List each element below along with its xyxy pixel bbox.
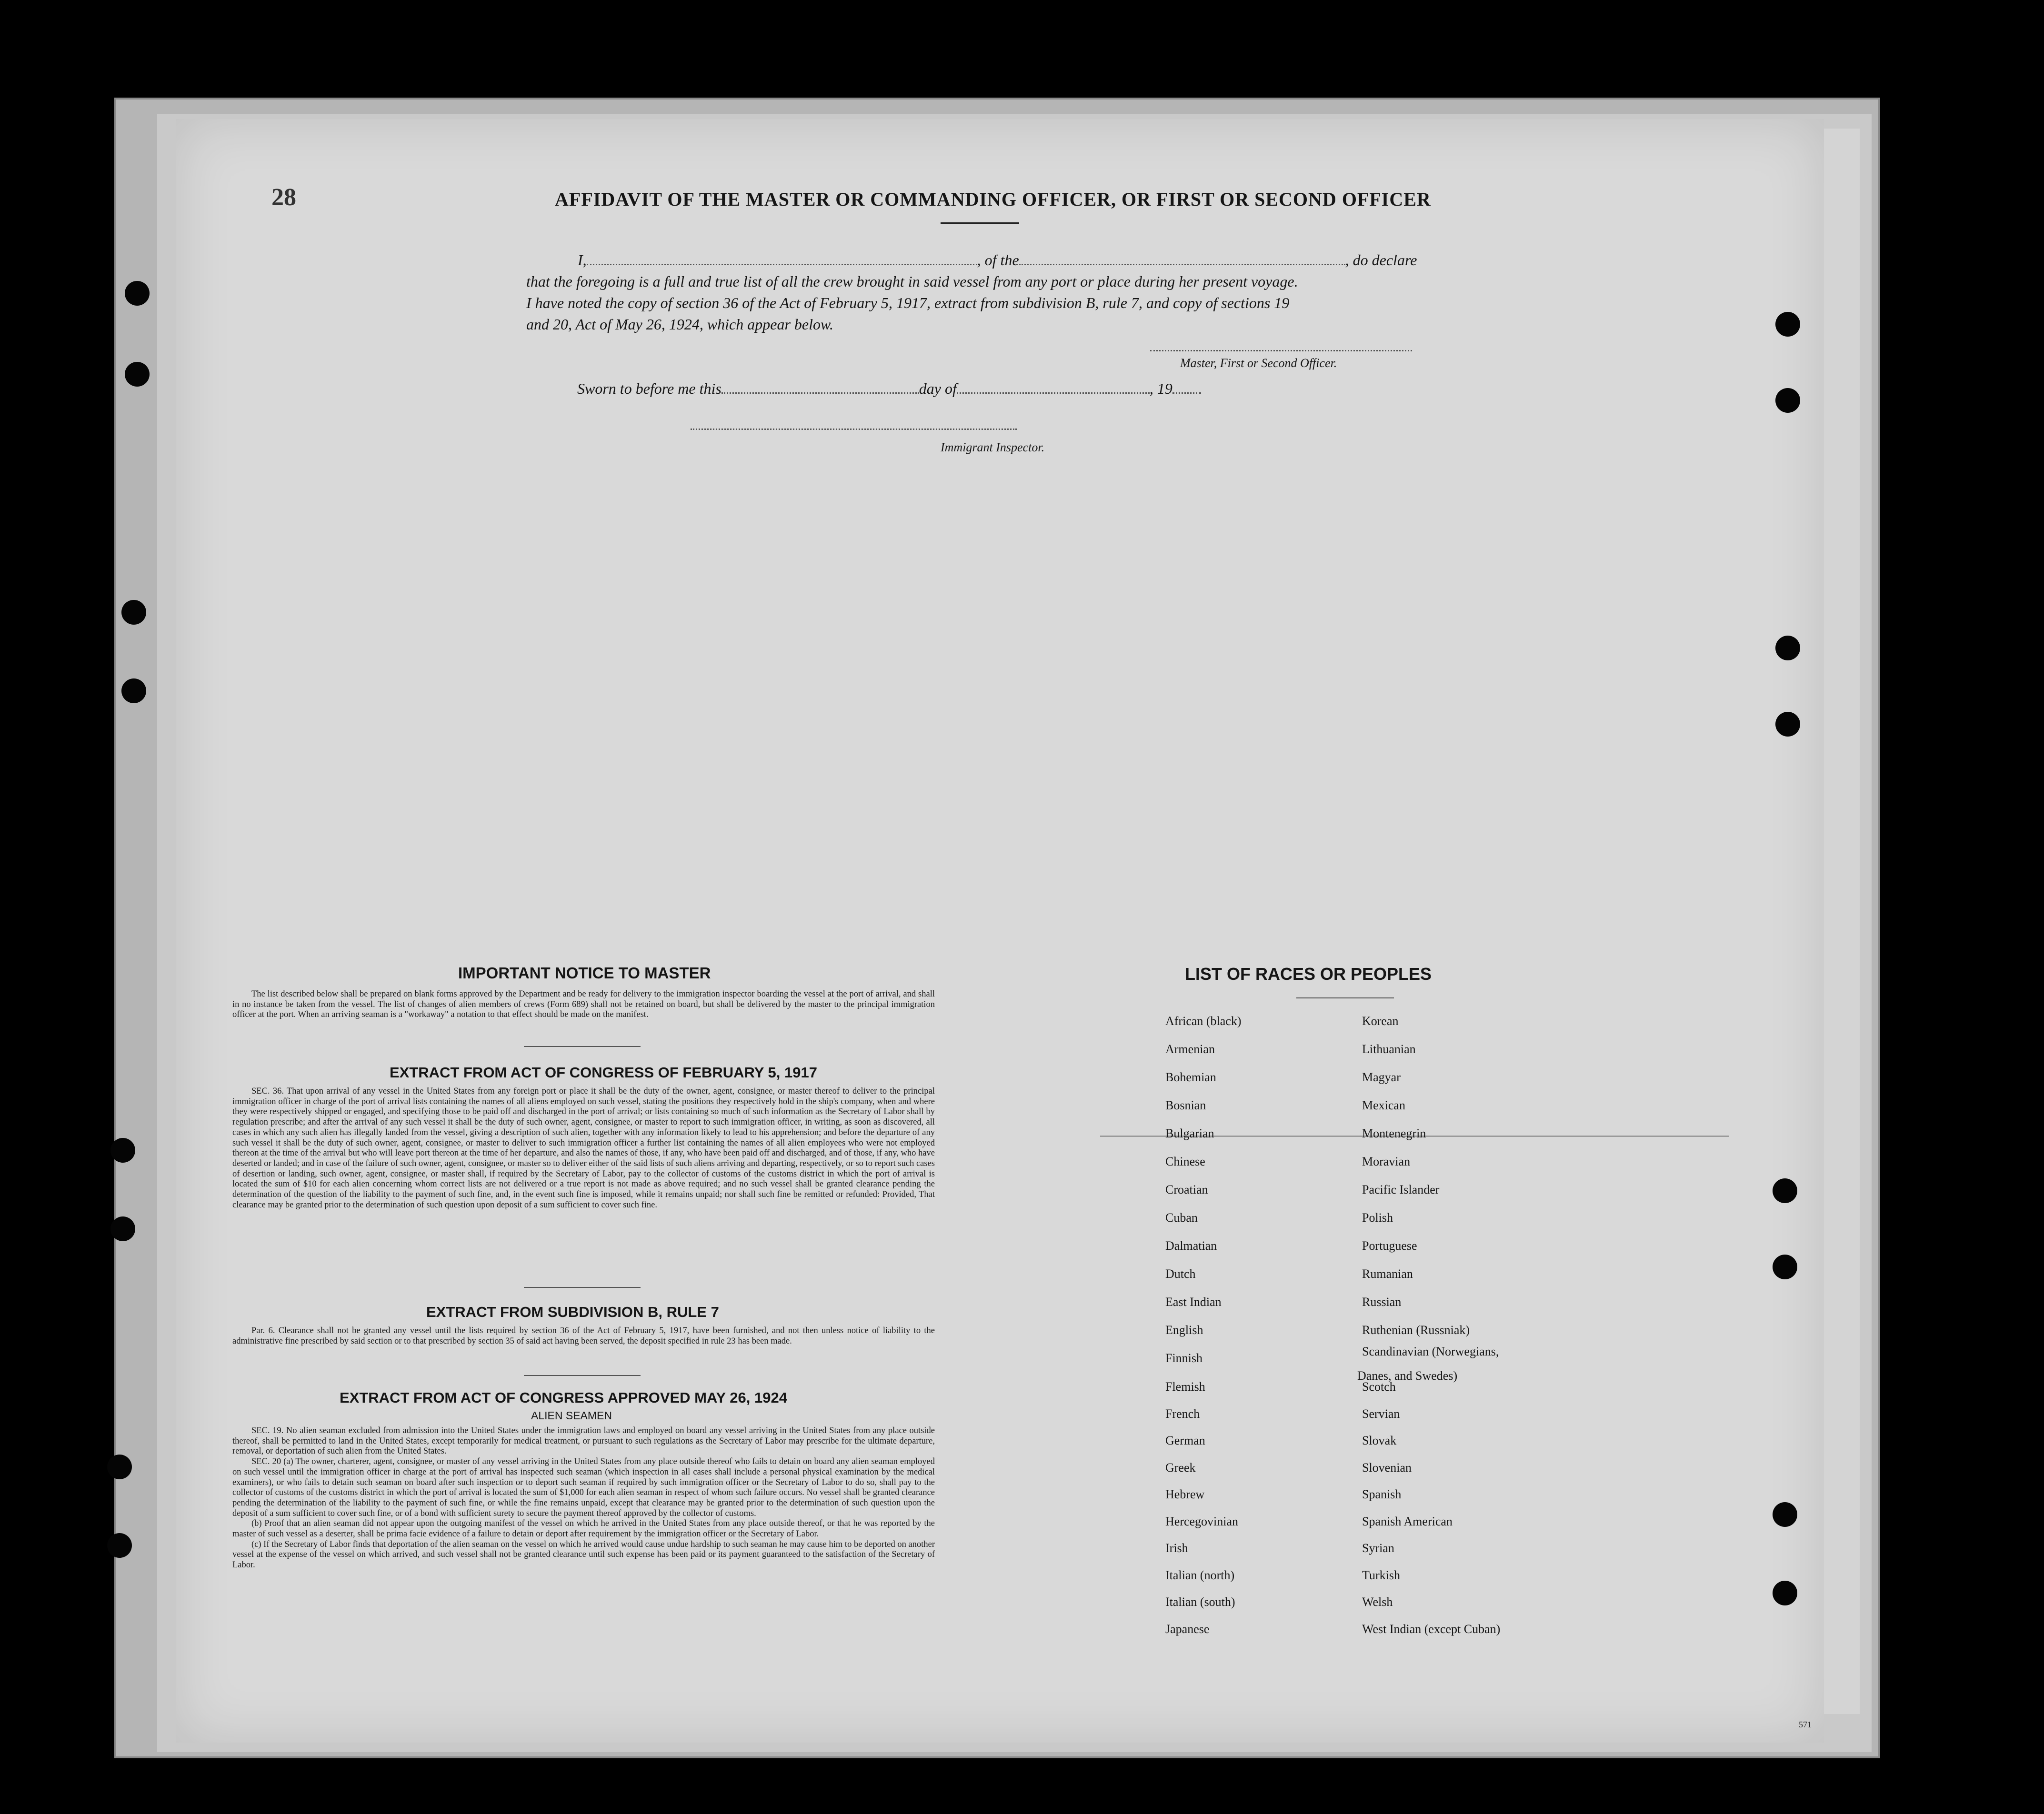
affidavit-line-3: I have noted the copy of section 36 of the Act of February 5, 1917, extract from subdivision B, rule 7, and copy of sections 19 (526, 294, 1290, 311)
form-number: 571 (1799, 1720, 1812, 1729)
section-rule (524, 1046, 641, 1047)
extract-1917-paragraph: SEC. 36. That upon arrival of any vessel in the United States from any foreign port or place it shall be the duty of the owner, agent, consignee, or master thereof to deliver to the principal immigration officer in charge of the port of arrival lists containing the names of all aliens employed on such vessel, stating the positions they respectively hold in the ship's company, when and where they were respectively shipped or engaged, and specifying those to be paid off and discharged in the port of arrival; or lists containing so much of such information as the Secretary of Labor shall by regulation prescribe; and after the arrival of any such vessel it shall be the duty of such owner, agent, consignee, or master to report to such immigration officer, in writing, as soon as discovered, all cases in which any such alien has illegally landed from the vessel, giving a description of such alien, together with any information likely to lead to his apprehension; and before the departure of any such vessel it shall be the duty of such owner, agent, consignee, or master to deliver to such immigration officer a further list containing the names of all alien employees who were not employed thereon at the time of the arrival but who will leave port thereon at the time of her departure, and also the names of those, if any, who have been paid off and discharged, and of those, if any, who have deserted or landed; and in case of the failure of such owner, agent, consignee, or master so to deliver either of the said lists of such aliens arriving and departing, respectively, or so to report such cases of desertion or landing, such owner, agent, consignee, or master shall, if required by the Secretary of Labor, pay to the collector of customs of the customs district in which the port of arrival is located the sum of $10 for each alien concerning whom correct lists are not delivered or a true report is not made as above required; and no such vessel shall be granted clearance pending the determination of the question of the liability to the payment of such fine, and, in the event such fine is imposed, while it remains unpaid; nor shall such fine be remitted or refunded: Provided, That clearance may be granted prior to the determination of such question upon deposit of a sum sufficient to cover such fine. (232, 1086, 935, 1210)
master-signature-line (1150, 350, 1412, 351)
extract-1924-text (232, 1426, 935, 1571)
extract-1917-text (232, 1086, 935, 1210)
sworn-month-blank (957, 383, 1150, 394)
binder-hole (110, 1138, 135, 1163)
affidavit-of-the: , of the (977, 251, 1019, 269)
affidavit-line-4: and 20, Act of May 26, 1924, which appear below. (526, 316, 833, 333)
sec19-paragraph: SEC. 19. No alien seaman excluded from admission into the United States under the immigration laws and employed on board any vessel arriving in the United States from any place outside thereof, shall be permitted to land in the United States, except temporarily for medical treatment, or pursuant to such regulations as the Secretary of Labor may prescribe for the ultimate departure, removal, or deportation of such alien from the United States. (232, 1426, 935, 1456)
binder-hole (1775, 636, 1800, 660)
race-item: Ruthenian (Russniak) (1362, 1323, 1470, 1337)
race-item: Bosnian (1165, 1098, 1206, 1112)
race-item: Slovak (1362, 1434, 1397, 1447)
race-item: Hercegovinian (1165, 1514, 1239, 1528)
sworn-line (577, 380, 1201, 398)
race-item: Bohemian (1165, 1070, 1216, 1084)
vessel-blank (1019, 254, 1345, 265)
race-item: Welsh (1362, 1595, 1393, 1609)
race-item: Korean (1362, 1014, 1399, 1028)
race-item: Polish (1362, 1211, 1393, 1225)
race-item: Italian (north) (1165, 1568, 1235, 1582)
race-item: Flemish (1165, 1380, 1205, 1394)
race-item: Turkish (1362, 1568, 1400, 1582)
race-item: Rumanian (1362, 1267, 1413, 1281)
binder-hole (121, 600, 146, 625)
year-label: , 19 (1149, 380, 1172, 397)
name-blank (587, 254, 977, 265)
race-item: Mexican (1362, 1098, 1405, 1112)
race-item: Cuban (1165, 1211, 1198, 1225)
race-item: Hebrew (1165, 1487, 1205, 1501)
race-item: East Indian (1165, 1295, 1222, 1309)
binder-hole (1773, 1581, 1797, 1605)
sworn-year-blank (1172, 383, 1201, 394)
notice-heading: IMPORTANT NOTICE TO MASTER (458, 964, 711, 982)
title-rule (941, 222, 1019, 224)
binder-hole (1773, 1502, 1797, 1527)
race-item: Armenian (1165, 1042, 1215, 1056)
binder-hole (1775, 312, 1800, 337)
page-title: AFFIDAVIT OF THE MASTER OR COMMANDING OFFICER, OR FIRST OR SECOND OFFICER (555, 189, 1431, 210)
master-caption: Master, First or Second Officer. (1180, 356, 1337, 370)
races-rule (1296, 997, 1394, 998)
race-item: Servian (1362, 1406, 1400, 1421)
race-item: Italian (south) (1165, 1595, 1235, 1609)
extract-1924-heading: EXTRACT FROM ACT OF CONGRESS APPROVED MAY 26, 1924 (340, 1389, 787, 1406)
race-item: Finnish (1165, 1351, 1203, 1365)
race-item: African (black) (1165, 1014, 1242, 1028)
binder-hole (1773, 1255, 1797, 1279)
sec20c-paragraph: (c) If the Secretary of Labor finds that deportation of the alien seaman on the vessel on which he arrived would cause undue hardship to such seaman he may cause him to be deported on another vessel at the expense of the vessel on which arrived, and such vessel shall not be granted clearance until such expense has been paid or its payment guaranteed to the satisfaction of the Secretary of Labor. (232, 1539, 935, 1570)
race-item: Russian (1362, 1295, 1402, 1309)
race-item: Bulgarian (1165, 1126, 1214, 1140)
affidavit-i: I, (578, 251, 587, 269)
sec20b-paragraph: (b) Proof that an alien seaman did not appear upon the outgoing manifest of the vessel on which he arrived in the United States from any place outside thereof, or that he was reported by the master of such vessel as a deserter, shall be prima facie evidence of a failure to detain or deport after requirement by the immigration officer or the Secretary of Labor. (232, 1519, 935, 1539)
race-item: Japanese (1165, 1622, 1210, 1636)
binder-hole (107, 1455, 132, 1479)
inspector-signature-line (691, 429, 1017, 430)
race-item: Syrian (1362, 1541, 1394, 1555)
binder-hole (125, 362, 150, 387)
binder-hole (107, 1533, 132, 1558)
rule7-paragraph: Par. 6. Clearance shall not be granted any vessel until the lists required by section 36 of the Act of February 5, 1917, have been furnished, and not then unless notice of liability to the administrative fine prescribed by said section or to that prescribed by section 35 of said act having been served, the deposit specified in rule 23 has been made. (232, 1326, 935, 1346)
section-rule (524, 1287, 641, 1288)
inspector-caption: Immigrant Inspector. (941, 440, 1045, 454)
binder-hole (121, 678, 146, 703)
race-item: Lithuanian (1362, 1042, 1416, 1056)
race-item: Portuguese (1362, 1239, 1417, 1253)
race-item-continuation: Danes, and Swedes) (1357, 1369, 1458, 1383)
race-item: Pacific Islander (1362, 1183, 1440, 1196)
race-item: Croatian (1165, 1183, 1208, 1196)
race-item: Dalmatian (1165, 1239, 1217, 1253)
binder-hole (1775, 388, 1800, 413)
race-item: West Indian (except Cuban) (1362, 1622, 1501, 1636)
race-item: French (1165, 1406, 1200, 1421)
race-item: English (1165, 1323, 1203, 1337)
sworn-day-blank (721, 383, 919, 394)
races-heading: LIST OF RACES OR PEOPLES (1185, 964, 1432, 984)
rule7-text (232, 1326, 935, 1346)
race-item: Dutch (1165, 1267, 1196, 1281)
race-item: Scotch (1362, 1380, 1396, 1394)
race-item: Magyar (1362, 1070, 1401, 1084)
race-item: Scandinavian (Norwegians, (1362, 1345, 1499, 1358)
race-item: Chinese (1165, 1155, 1205, 1168)
race-item: Irish (1165, 1541, 1188, 1555)
notice-text (232, 989, 935, 1020)
race-item: Slovenian (1362, 1460, 1412, 1475)
rule7-heading: EXTRACT FROM SUBDIVISION B, RULE 7 (426, 1304, 719, 1320)
sworn-label: Sworn to before me this (577, 380, 721, 397)
race-item: German (1165, 1434, 1205, 1447)
affidavit-do-declare: , do declare (1345, 251, 1417, 269)
race-item: Greek (1165, 1460, 1196, 1475)
race-item: Moravian (1362, 1155, 1411, 1168)
binder-hole (1775, 712, 1800, 737)
sec20a-paragraph: SEC. 20 (a) The owner, charterer, agent, consignee, or master of any vessel arriving in the United States from any place outside thereof who fails to detain on board any alien seaman employed on such vessel until the immigration officer in charge at the port of arrival has inspected such seaman (which inspection in all cases shall include a personal physical examination by the medical examiners), or who fails to detain such seaman on board after such inspection or to deport such seaman if required by such immigration officer or the Secretary of Labor to do so, shall pay to the collector of customs of the customs district in which the port of arrival is located the sum of $1,000 for each alien seaman in respect of whom such failure occurs. No vessel shall be granted clearance pending the determination of the liability to the payment of such fine, or while the fine remains unpaid, except that clearance may be granted prior to the determination of such question upon the deposit of a sum sufficient to cover such fine, or of a bond with sufficient surety to secure the payment thereof approved by the collector of customs. (232, 1457, 935, 1518)
race-item: Spanish (1362, 1487, 1402, 1501)
race-item: Montenegrin (1362, 1126, 1426, 1140)
section-rule (524, 1375, 641, 1376)
corner-mark: 28 (271, 184, 296, 211)
affidavit-line-1 (578, 251, 1417, 269)
binder-hole (1773, 1178, 1797, 1203)
race-item: Spanish American (1362, 1514, 1453, 1528)
day-of-label: day of (919, 380, 957, 397)
notice-paragraph: The list described below shall be prepared on blank forms approved by the Department and be ready for delivery to the immigration inspector boarding the vessel at the port of arrival, and shall in no instance be taken from the vessel. The list of changes of alien members of crews (Form 689) shall not be retained on board, but shall be delivered by the master to the principal immigration officer at the port. When an arriving seaman is a "workaway" a notation to that effect should be made on the manifest. (232, 989, 935, 1020)
alien-seamen-subheading: ALIEN SEAMEN (531, 1409, 612, 1422)
extract-1917-heading: EXTRACT FROM ACT OF CONGRESS OF FEBRUARY 5, 1917 (390, 1064, 817, 1081)
binder-hole (125, 281, 150, 306)
affidavit-line-2: that the foregoing is a full and true list of all the crew brought in said vessel from any port or place during her present voyage. (526, 273, 1298, 290)
binder-hole (110, 1216, 135, 1241)
